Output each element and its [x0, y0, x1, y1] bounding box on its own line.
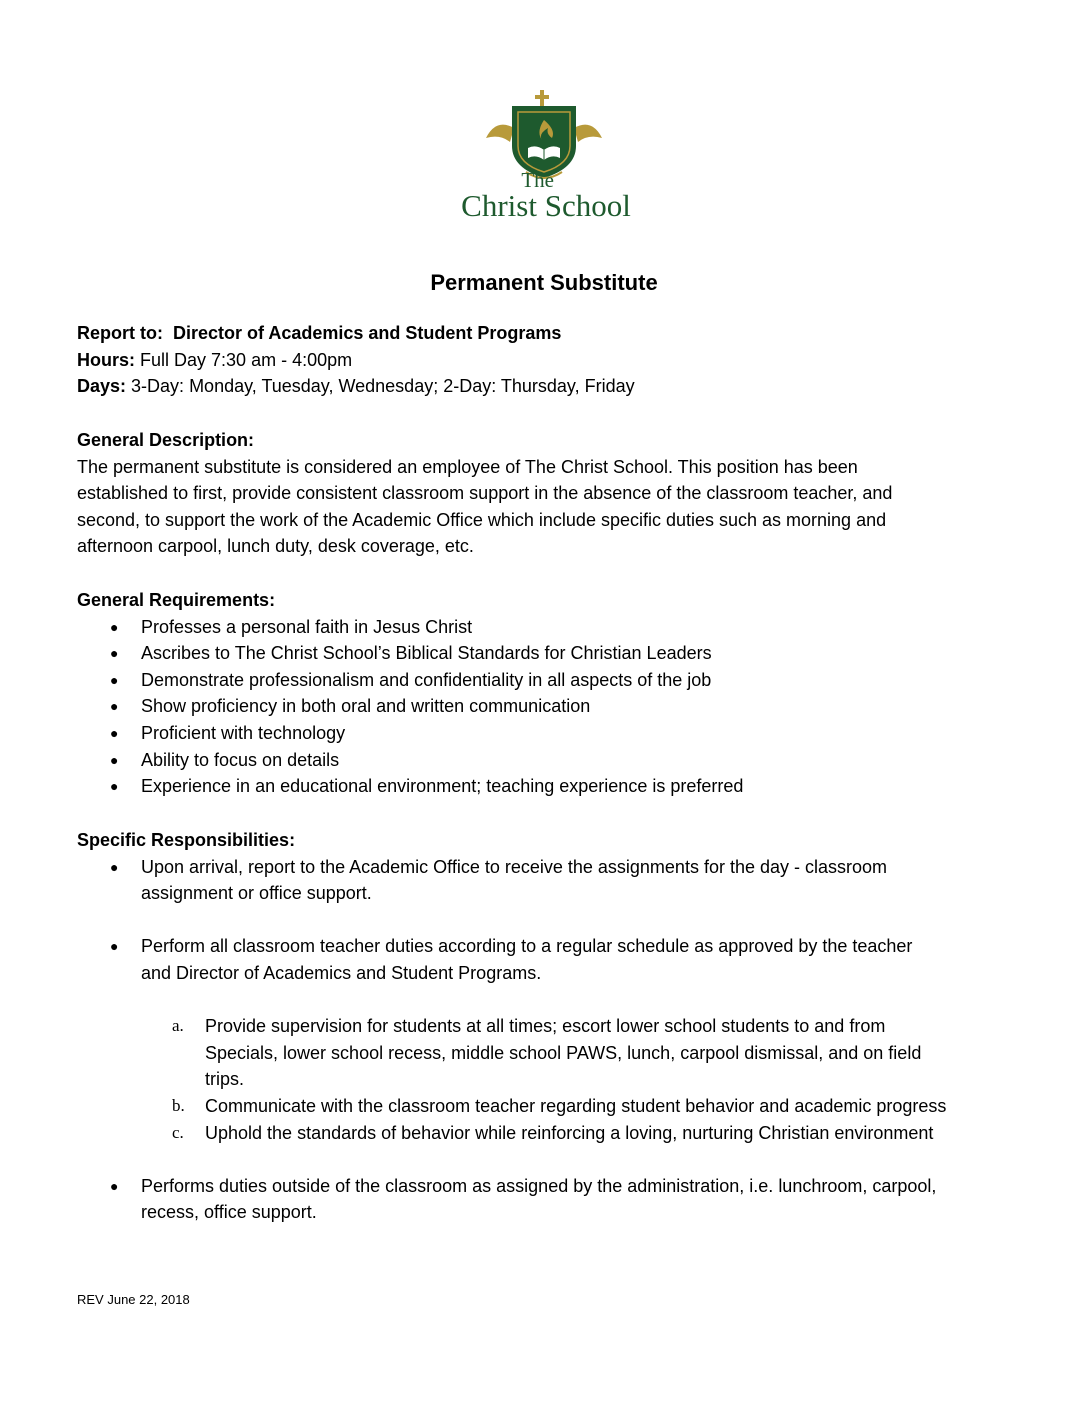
- list-item-line: Communicate with the classroom teacher regarding student behavior and academic progress: [205, 1095, 947, 1116]
- sub-list-marker: a.: [172, 1016, 184, 1036]
- report-to-value: Director of Academics and Student Programs: [173, 323, 562, 343]
- revision-footer: REV June 22, 2018: [77, 1292, 190, 1307]
- hours-line: [77, 347, 1037, 374]
- hours-label: Hours:: [77, 349, 135, 370]
- list-item: [77, 1173, 1037, 1226]
- sub-list: [77, 1013, 1037, 1146]
- list-item-line: trips.: [205, 1069, 245, 1090]
- logo-text-the: The: [521, 168, 554, 192]
- list-item-line: recess, office support.: [141, 1202, 317, 1223]
- list-item-line: Specials, lower school recess, middle school PAWS, lunch, carpool dismissal, and on field: [205, 1042, 922, 1063]
- general-requirements-heading: General Requirements:: [77, 590, 276, 610]
- job-header: [77, 320, 1037, 400]
- general-requirements-section: [77, 587, 1037, 800]
- list-item-line: assignment or office support.: [141, 883, 372, 904]
- general-description-section: [77, 427, 1037, 560]
- list-item: ● Show proficiency in both oral and written communication: [77, 693, 1037, 720]
- list-item-line: ● Performs duties outside of the classroom as assigned by the administration, i.e. lunchroom, carpool,: [141, 1175, 937, 1196]
- description-line: The permanent substitute is considered an employee of The Christ School. This position has been: [77, 456, 858, 477]
- responsibilities-list-continued: [77, 1173, 1037, 1226]
- responsibilities-list: [77, 854, 1037, 987]
- list-item: ● Professes a personal faith in Jesus Christ: [77, 614, 1037, 641]
- description-line: second, to support the work of the Academic Office which include specific duties such as morning and: [77, 509, 887, 530]
- days-line: [77, 373, 1037, 400]
- list-item-line: ● Perform all classroom teacher duties according to a regular schedule as approved by the teacher: [141, 936, 913, 957]
- sub-list-marker: b.: [172, 1095, 185, 1115]
- sub-list-item: [77, 1120, 1037, 1147]
- sub-list-item: [77, 1013, 1037, 1093]
- list-item: [77, 854, 1037, 907]
- list-item-line: Provide supervision for students at all times; escort lower school students to and from: [205, 1016, 886, 1037]
- list-item-line: Uphold the standards of behavior while reinforcing a loving, nurturing Christian environment: [205, 1122, 934, 1143]
- school-logo: [444, 88, 644, 228]
- general-description-heading: General Description:: [77, 430, 255, 450]
- sub-list-marker: c.: [172, 1122, 184, 1142]
- list-item: ● Ascribes to The Christ School’s Biblical Standards for Christian Leaders: [77, 640, 1037, 667]
- days-value: 3-Day: Monday, Tuesday, Wednesday; 2-Day: Thursday, Friday: [131, 376, 635, 397]
- list-item: [77, 933, 1037, 986]
- report-to-line: [77, 320, 1037, 347]
- description-line: afternoon carpool, lunch duty, desk coverage, etc.: [77, 536, 474, 557]
- days-label: Days:: [77, 376, 127, 397]
- list-item-line: ● Upon arrival, report to the Academic Office to receive the assignments for the day - classroom: [141, 856, 888, 877]
- requirements-list: [77, 614, 1037, 800]
- list-item: ● Demonstrate professionalism and confidentiality in all aspects of the job: [77, 667, 1037, 694]
- logo-text-school: Christ School: [461, 188, 631, 223]
- specific-responsibilities-section: [77, 827, 1037, 1226]
- list-item: ● Proficient with technology: [77, 720, 1037, 747]
- sub-list-item: [77, 1093, 1037, 1120]
- description-line: established to first, provide consistent classroom support in the absence of the classroom teacher, and: [77, 483, 893, 504]
- list-item: ● Ability to focus on details: [77, 747, 1037, 774]
- page-title: Permanent Substitute: [430, 270, 658, 295]
- list-item-line: and Director of Academics and Student Programs.: [141, 962, 542, 983]
- list-item: ● Experience in an educational environment; teaching experience is preferred: [77, 773, 1037, 800]
- report-to-label: Report to:: [77, 323, 163, 343]
- crest-shield-icon: [444, 88, 644, 180]
- hours-value: Full Day 7:30 am - 4:00pm: [140, 349, 353, 370]
- specific-responsibilities-heading: Specific Responsibilities:: [77, 830, 296, 850]
